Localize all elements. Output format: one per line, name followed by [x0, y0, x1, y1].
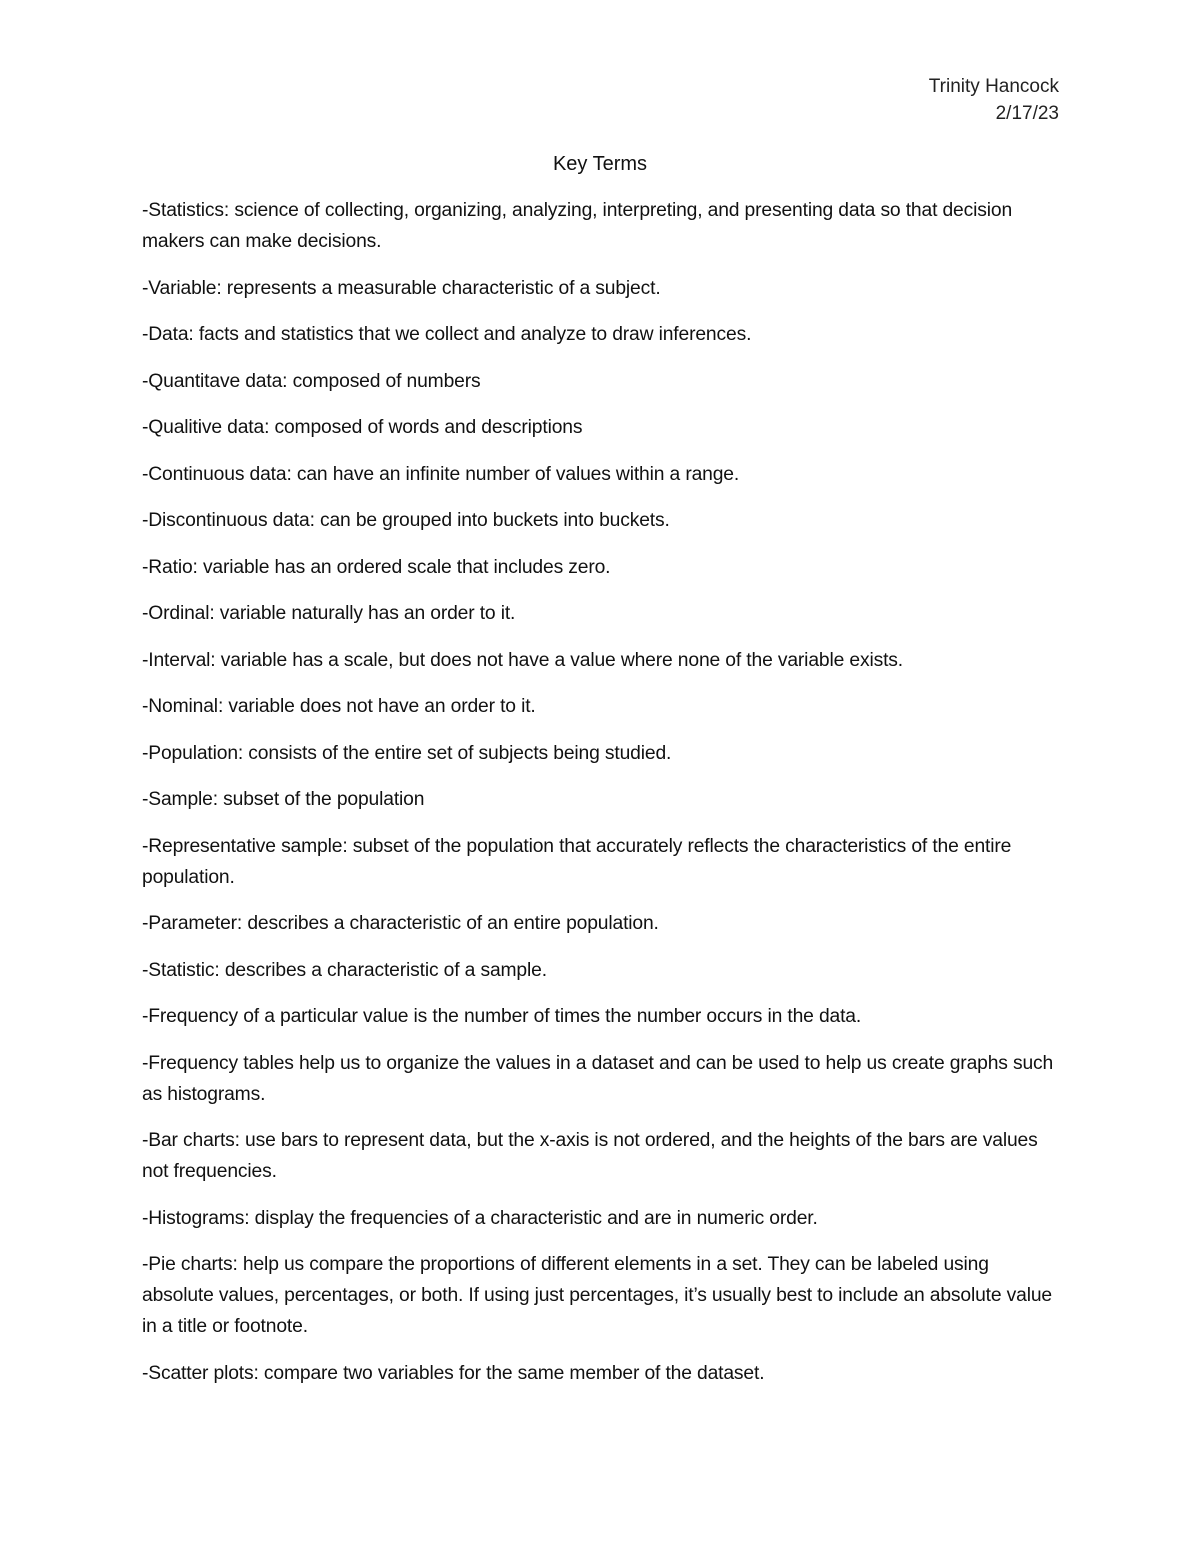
term-pie-charts: -Pie charts: help us compare the proportions of different elements in a set. They can be labeled using absolute values, percentages, or both. If using just percentages, it’s usually best to include an absolute value in a title or footnote. — [142, 1254, 1052, 1337]
term-data: -Data: facts and statistics that we collect and analyze to draw inferences. — [142, 324, 752, 345]
term-qualitative-data: -Qualitive data: composed of words and descriptions — [142, 417, 583, 438]
term-bar-charts: -Bar charts: use bars to represent data, but the x-axis is not ordered, and the heights of the bars are values not frequencies. — [142, 1130, 1038, 1182]
key-terms-list — [142, 195, 1060, 1404]
term-continuous-data: -Continuous data: can have an infinite number of values within a range. — [142, 463, 740, 485]
term-interval: -Interval: variable has a scale, but does not have a value where none of the variable exists. — [142, 649, 903, 671]
term-representative-sample: -Representative sample: subset of the population that accurately reflects the characteristics of the entire population. — [142, 835, 1012, 888]
page-title: Key Terms — [552, 153, 648, 175]
term-frequency: -Frequency of a particular value is the number of times the number occurs in the data. — [142, 1006, 862, 1027]
term-variable: -Variable: represents a measurable characteristic of a subject. — [142, 277, 661, 299]
term-discontinuous-data: -Discontinuous data: can be grouped into buckets into buckets. — [142, 510, 670, 531]
term-frequency-tables: -Frequency tables help us to organize the values in a dataset and can be used to help us create graphs such as histograms. — [142, 1052, 1054, 1105]
term-ordinal: -Ordinal: variable naturally has an order to it. — [142, 603, 516, 624]
term-scatter-plots: -Scatter plots: compare two variables for the same member of the dataset. — [142, 1362, 765, 1384]
term-ratio: -Ratio: variable has an ordered scale that includes zero. — [142, 556, 611, 578]
document-header — [929, 73, 1059, 127]
term-quantitative-data: -Quantitave data: composed of numbers — [142, 370, 481, 392]
term-sample: -Sample: subset of the population — [142, 789, 425, 810]
term-population: -Population: consists of the entire set of subjects being studied. — [142, 742, 672, 764]
term-statistics: -Statistics: science of collecting, organizing, analyzing, interpreting, and presenting data so that decision makers can make decisions. — [142, 200, 1013, 252]
author-name: Trinity Hancock — [928, 76, 1059, 97]
term-statistic: -Statistic: describes a characteristic of a sample. — [142, 959, 547, 981]
term-histograms: -Histograms: display the frequencies of a characteristic and are in numeric order. — [142, 1207, 818, 1229]
term-nominal: -Nominal: variable does not have an order to it. — [142, 696, 536, 717]
document-date: 2/17/23 — [995, 103, 1059, 124]
term-parameter: -Parameter: describes a characteristic of an entire population. — [142, 913, 659, 934]
